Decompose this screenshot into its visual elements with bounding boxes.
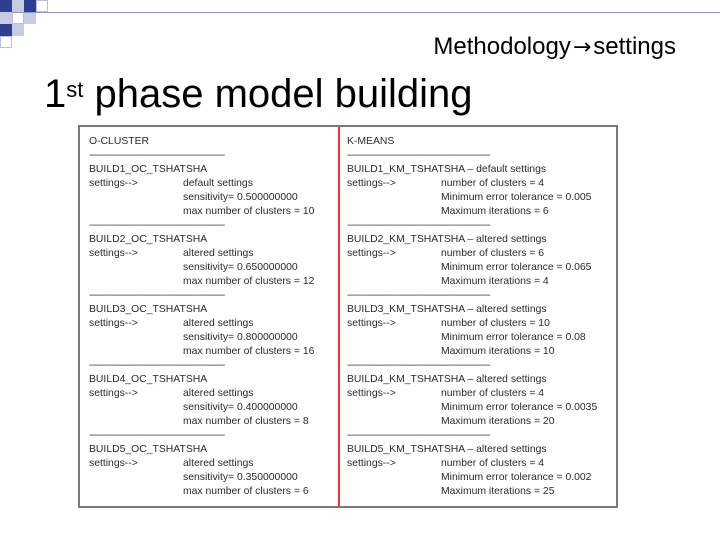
decor-square bbox=[12, 24, 24, 36]
settings-row bbox=[89, 177, 329, 191]
separator-line: ------------------------------------------------------- bbox=[89, 150, 225, 161]
line-label: settings--> bbox=[89, 388, 138, 399]
settings-row bbox=[89, 485, 329, 499]
build-name bbox=[89, 443, 329, 457]
line-value: number of clusters = 4 bbox=[441, 178, 545, 189]
line-value: Minimum error tolerance = 0.08 bbox=[441, 332, 586, 343]
separator-line: ------------------------------------------------------- bbox=[89, 290, 225, 301]
decor-square bbox=[0, 36, 12, 48]
line-value: sensitivity= 0.500000000 bbox=[183, 192, 298, 203]
decor-square bbox=[12, 0, 24, 12]
settings-row bbox=[89, 191, 329, 205]
line-value: default settings bbox=[183, 178, 253, 189]
settings-row bbox=[89, 275, 329, 289]
build-name bbox=[347, 373, 609, 387]
title-superscript: st bbox=[66, 77, 84, 102]
settings-row bbox=[89, 247, 329, 261]
line-value: max number of clusters = 16 bbox=[183, 346, 315, 357]
line-value: number of clusters = 6 bbox=[441, 248, 545, 259]
separator-line: ---------------------------------------------------------- bbox=[347, 360, 490, 371]
build-name bbox=[89, 373, 329, 387]
line-label: settings--> bbox=[89, 318, 138, 329]
decor-square bbox=[0, 0, 12, 12]
settings-row bbox=[347, 471, 609, 485]
line-label: BUILD1_KM_TSHATSHA – default settings bbox=[347, 164, 547, 175]
line-value: number of clusters = 4 bbox=[441, 388, 545, 399]
separator-line: ---------------------------------------------------------- bbox=[347, 290, 490, 301]
line-label: BUILD3_OC_TSHATSHA bbox=[89, 304, 208, 315]
build-name bbox=[347, 443, 609, 457]
settings-row bbox=[89, 345, 329, 359]
line-value: Minimum error tolerance = 0.0035 bbox=[441, 402, 598, 413]
settings-row bbox=[89, 387, 329, 401]
line-value: altered settings bbox=[183, 458, 254, 469]
settings-row bbox=[347, 317, 609, 331]
settings-row bbox=[89, 205, 329, 219]
build-name bbox=[347, 303, 609, 317]
line-label: BUILD3_KM_TSHATSHA – altered settings bbox=[347, 304, 547, 315]
build-name bbox=[347, 233, 609, 247]
arrow-right-icon: → bbox=[572, 35, 592, 60]
line-label: BUILD5_OC_TSHATSHA bbox=[89, 444, 208, 455]
settings-row bbox=[89, 317, 329, 331]
settings-row bbox=[89, 401, 329, 415]
line-label: BUILD4_KM_TSHATSHA – altered settings bbox=[347, 374, 547, 385]
subtitle-left: Methodology bbox=[433, 33, 571, 60]
column-header: O-CLUSTER bbox=[89, 136, 150, 147]
build-name bbox=[89, 163, 329, 177]
column-header: K-MEANS bbox=[347, 136, 395, 147]
separator-line: ------------------------------------------------------- bbox=[89, 360, 225, 371]
settings-row bbox=[347, 457, 609, 471]
settings-row bbox=[89, 457, 329, 471]
line-label: settings--> bbox=[347, 248, 396, 259]
settings-row bbox=[347, 275, 609, 289]
settings-row bbox=[347, 205, 609, 219]
settings-row bbox=[347, 401, 609, 415]
title-number: 1 bbox=[44, 72, 67, 116]
o-cluster-column bbox=[89, 135, 329, 499]
line-label: BUILD4_OC_TSHATSHA bbox=[89, 374, 208, 385]
line-value: Maximum iterations = 20 bbox=[441, 416, 555, 427]
decor-square bbox=[0, 12, 12, 24]
settings-row bbox=[347, 177, 609, 191]
line-value: altered settings bbox=[183, 318, 254, 329]
line-value: Maximum iterations = 6 bbox=[441, 206, 549, 217]
settings-row bbox=[89, 261, 329, 275]
separator-line: ---------------------------------------------------------- bbox=[347, 430, 490, 441]
line-label: settings--> bbox=[89, 458, 138, 469]
line-value: altered settings bbox=[183, 248, 254, 259]
subtitle-right: settings bbox=[593, 33, 676, 60]
settings-row bbox=[347, 331, 609, 345]
line-value: altered settings bbox=[183, 388, 254, 399]
settings-row bbox=[347, 387, 609, 401]
slide-subtitle bbox=[433, 33, 676, 61]
line-label: settings--> bbox=[347, 318, 396, 329]
decor-square bbox=[36, 0, 48, 12]
column-divider bbox=[338, 127, 340, 506]
slide-title bbox=[44, 70, 473, 118]
line-label: settings--> bbox=[89, 178, 138, 189]
line-value: max number of clusters = 12 bbox=[183, 276, 315, 287]
line-value: Minimum error tolerance = 0.065 bbox=[441, 262, 592, 273]
header-rule bbox=[12, 12, 720, 13]
settings-row bbox=[347, 415, 609, 429]
line-value: Minimum error tolerance = 0.002 bbox=[441, 472, 592, 483]
decor-square bbox=[24, 12, 36, 24]
line-label: BUILD2_OC_TSHATSHA bbox=[89, 234, 208, 245]
title-text: phase model building bbox=[94, 72, 473, 116]
separator-line: ------------------------------------------------------- bbox=[89, 430, 225, 441]
build-name bbox=[89, 303, 329, 317]
line-value: sensitivity= 0.650000000 bbox=[183, 262, 298, 273]
line-value: Maximum iterations = 4 bbox=[441, 276, 549, 287]
build-name bbox=[89, 233, 329, 247]
separator-line: ------------------------------------------------------- bbox=[89, 220, 225, 231]
line-value: sensitivity= 0.800000000 bbox=[183, 332, 298, 343]
settings-row bbox=[347, 485, 609, 499]
line-value: max number of clusters = 6 bbox=[183, 486, 309, 497]
line-value: max number of clusters = 8 bbox=[183, 416, 309, 427]
line-label: settings--> bbox=[347, 178, 396, 189]
settings-row bbox=[89, 471, 329, 485]
line-label: settings--> bbox=[347, 458, 396, 469]
settings-row bbox=[89, 331, 329, 345]
line-label: BUILD1_OC_TSHATSHA bbox=[89, 164, 208, 175]
build-name bbox=[347, 163, 609, 177]
line-value: sensitivity= 0.400000000 bbox=[183, 402, 298, 413]
line-value: Minimum error tolerance = 0.005 bbox=[441, 192, 592, 203]
decor-square bbox=[0, 24, 12, 36]
settings-row bbox=[347, 345, 609, 359]
line-value: Maximum iterations = 25 bbox=[441, 486, 555, 497]
k-means-column bbox=[347, 135, 609, 499]
line-label: BUILD2_KM_TSHATSHA – altered settings bbox=[347, 234, 547, 245]
settings-row bbox=[347, 247, 609, 261]
settings-row bbox=[347, 191, 609, 205]
line-label: BUILD5_KM_TSHATSHA – altered settings bbox=[347, 444, 547, 455]
line-label: settings--> bbox=[89, 248, 138, 259]
separator-line: ---------------------------------------------------------- bbox=[347, 150, 490, 161]
line-value: sensitivity= 0.350000000 bbox=[183, 472, 298, 483]
line-label: settings--> bbox=[347, 388, 396, 399]
decor-square bbox=[12, 12, 24, 24]
settings-row bbox=[89, 415, 329, 429]
decor-square bbox=[24, 0, 36, 12]
separator-line: ---------------------------------------------------------- bbox=[347, 220, 490, 231]
line-value: number of clusters = 10 bbox=[441, 318, 550, 329]
line-value: Maximum iterations = 10 bbox=[441, 346, 555, 357]
settings-panel bbox=[78, 125, 618, 508]
line-value: max number of clusters = 10 bbox=[183, 206, 315, 217]
line-value: number of clusters = 4 bbox=[441, 458, 545, 469]
settings-row bbox=[347, 261, 609, 275]
